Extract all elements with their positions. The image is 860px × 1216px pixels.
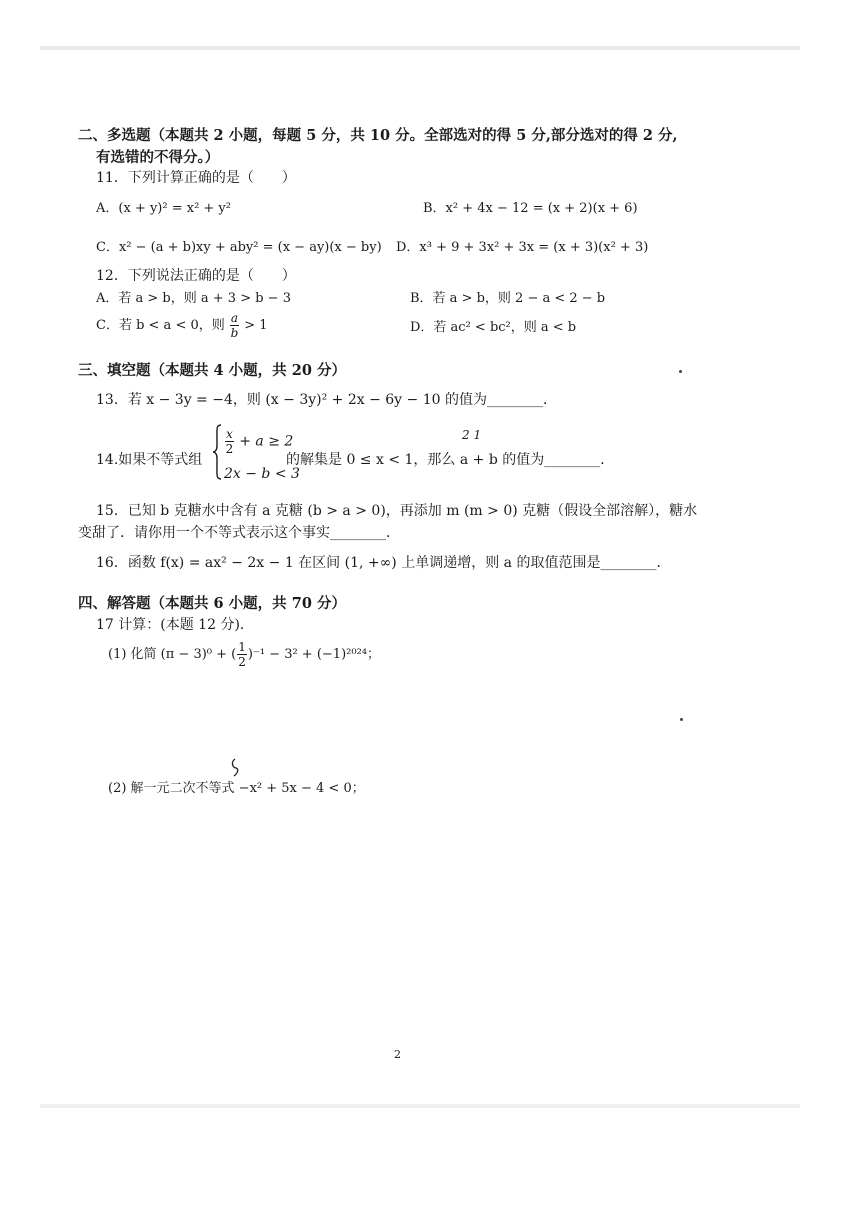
question-14-inequality-2: 2x − b < 3 (224, 466, 300, 482)
system-brace (212, 424, 222, 480)
fraction-denominator: b (230, 326, 239, 340)
inequality-1-fraction (225, 428, 234, 455)
inequality-1-tail: + a ≥ 2 (239, 433, 294, 450)
question-14-prefix: 14.如果不等式组 (96, 452, 203, 468)
section-2-header-line2: 有选错的不得分。） (96, 149, 220, 166)
fraction-numerator: a (230, 311, 239, 325)
part-1-tail: )⁻¹ − 3² + (−1)²⁰²⁴； (247, 647, 380, 662)
fraction-numerator: x (226, 427, 233, 441)
question-12-option-a: A．若 a > b，则 a + 3 > b − 3 (96, 291, 291, 306)
scan-artifact-top (40, 46, 800, 50)
page-number: 2 (394, 1048, 401, 1061)
part-1-text: (1) 化简 (π − 3)⁰ + ( (108, 647, 237, 662)
pen-mark-icon (228, 758, 242, 778)
section-2-header-line1: 二、多选题（本题共 2 小题，每题 5 分，共 10 分。全部选对的得 5 分,部分选对的得 2 分, (78, 127, 678, 144)
question-17-part-2: (2) 解一元二次不等式 −x² + 5x − 4 < 0； (108, 781, 365, 796)
question-12-option-b: B．若 a > b，则 2 − a < 2 − b (410, 291, 606, 306)
question-17-part-1 (108, 641, 380, 668)
question-15-line1: 15．已知 b 克糖水中含有 a 克糖 (b > a > 0)，再添加 m (m > 0) 克糖（假设全部溶解），糖水 (96, 503, 698, 519)
question-13: 13．若 x − 3y = −4，则 (x − 3y)² + 2x − 6y − 10 的值为________． (96, 392, 557, 408)
question-12-option-d: D．若 ac² < bc²，则 a < b (410, 320, 577, 335)
question-12-option-c-text: C．若 b < a < 0，则 (96, 318, 225, 333)
section-4-header: 四、解答题（本题共 6 小题，共 70 分） (78, 595, 346, 612)
question-12-option-c (96, 312, 267, 339)
question-11-option-b: B．x² + 4x − 12 = (x + 2)(x + 6) (423, 201, 638, 216)
fraction-denominator: 2 (225, 442, 234, 456)
fraction-denominator: 2 (238, 655, 246, 669)
scan-speck (680, 718, 683, 721)
section-3-header: 三、填空题（本题共 4 小题，共 20 分） (78, 362, 346, 379)
handwritten-annotation: 2 1 (462, 428, 482, 442)
question-11-stem: 11．下列计算正确的是（ ） (96, 170, 296, 186)
question-17-stem: 17 计算：(本题 12 分)． (96, 617, 254, 633)
scan-artifact-bottom (40, 1104, 800, 1108)
question-11-option-d: D．x³ + 9 + 3x² + 3x = (x + 3)(x² + 3) (396, 240, 649, 255)
question-15-line2: 变甜了．请你用一个不等式表示这个事实________． (78, 525, 400, 541)
question-11-option-a: A．(x + y)² = x² + y² (96, 201, 231, 216)
question-16: 16．函数 f(x) = ax² − 2x − 1 在区间 (1, +∞) 上单调递增，则 a 的取值范围是________． (96, 555, 671, 571)
question-12-option-c-fraction (230, 312, 239, 339)
question-12-option-c-tail: > 1 (244, 318, 268, 333)
question-14-text: 的解集是 0 ≤ x < 1，那么 a + b 的值为________． (286, 452, 615, 468)
question-11-option-c: C．x² − (a + b)xy + aby² = (x − ay)(x − by) (96, 240, 382, 255)
question-14-inequality-1 (224, 428, 293, 455)
fraction-numerator: 1 (238, 640, 246, 654)
scan-speck (679, 370, 682, 373)
question-12-stem: 12．下列说法正确的是（ ） (96, 268, 296, 284)
part-1-fraction (237, 641, 247, 668)
